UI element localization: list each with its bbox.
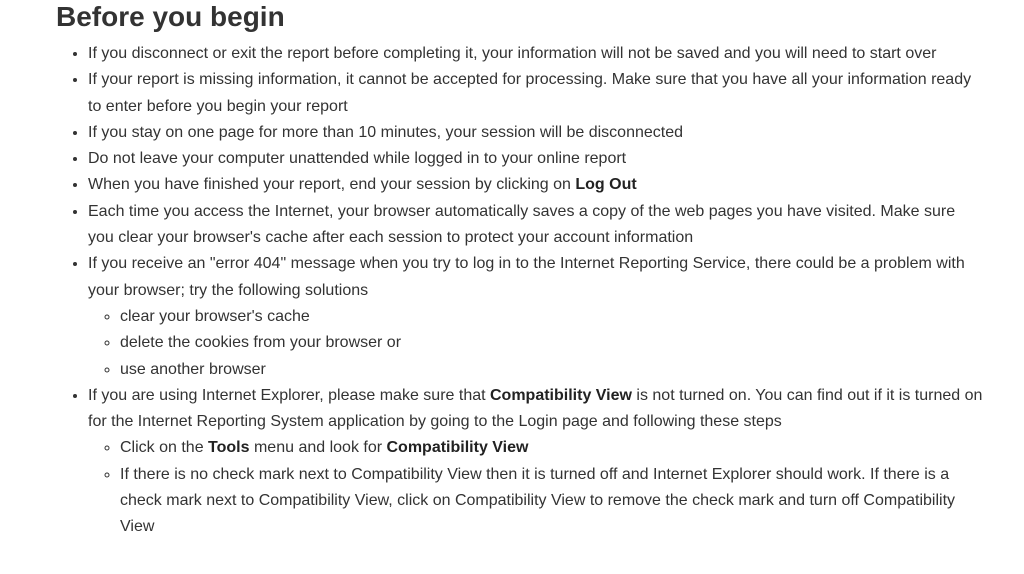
step1-compatibility-view-emphasis: Compatibility View	[386, 439, 529, 457]
error-404-solutions-list	[88, 304, 984, 383]
list-item-log-out	[88, 172, 984, 198]
list-item-browser-cache: • Each time you access the Internet, your browser automatically saves a copy of the web pages you have visited. Make sure you clear your browser's cache after each session to protect your account information	[88, 199, 984, 252]
step1-text-part2: menu and look for	[249, 439, 387, 457]
solution-another-browser: ◦ use another browser	[120, 357, 984, 383]
error-404-text: If you receive an "error 404" message when you try to log in to the Internet Reporting Service, there could be a problem with your browser; try the following solutions	[88, 255, 965, 299]
page-title: Before you begin	[56, 1, 285, 32]
tools-menu-emphasis: Tools	[208, 439, 250, 457]
list-item-disconnect: • If you disconnect or exit the report before completing it, your information will not be saved and you will need to start over	[88, 41, 984, 67]
ie-compatibility-view-emphasis: Compatibility View	[490, 386, 632, 404]
ie-text-part1: If you are using Internet Explorer, please make sure that	[88, 386, 490, 404]
list-item-unattended: • Do not leave your computer unattended while logged in to your online report	[88, 146, 984, 172]
log-out-emphasis: Log Out	[575, 176, 637, 194]
solution-clear-cache: ◦ clear your browser's cache	[120, 304, 984, 330]
list-item-error-404	[88, 251, 984, 382]
ie-step-tools-menu	[120, 435, 984, 461]
ie-step-check-mark: ◦ If there is no check mark next to Compatibility View then it is turned off and Internet Explorer should work. If there is a check mark next to Compatibility View, click on Compatibility View to remove the check mark and turn off Compatibility View	[120, 462, 984, 541]
solution-delete-cookies: ◦ delete the cookies from your browser or	[120, 330, 984, 356]
list-item-timeout: • If you stay on one page for more than 10 minutes, your session will be disconnected	[88, 120, 984, 146]
step1-text-part1: Click on the	[120, 439, 209, 457]
log-out-text: When you have finished your report, end your session by clicking on	[88, 176, 576, 194]
list-item-missing-info: • If your report is missing information, it cannot be accepted for processing. Make sure that you have all your information ready to enter before you begin your report	[88, 67, 984, 120]
ie-text-part2: is not turned on. You can find out if it is turned on for the Internet Reporting System application by going to the Login page and following these steps	[88, 386, 983, 431]
instructions-list	[56, 41, 984, 541]
ie-steps-list	[88, 435, 984, 540]
list-item-internet-explorer	[88, 383, 984, 541]
